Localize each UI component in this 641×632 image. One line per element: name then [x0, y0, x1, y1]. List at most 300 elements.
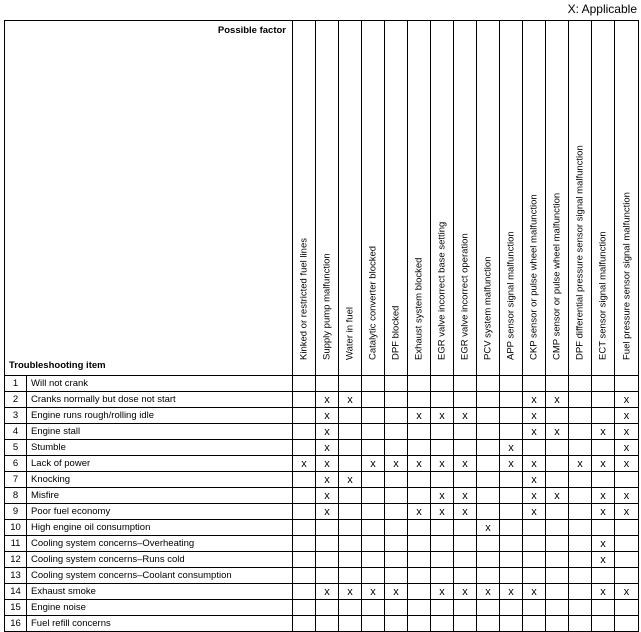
troubleshooting-item: Engine noise [27, 600, 293, 616]
applicable-mark [431, 616, 454, 632]
table-row [5, 376, 639, 392]
applicable-mark [546, 584, 569, 600]
applicable-mark [431, 520, 454, 536]
applicable-mark [316, 600, 339, 616]
applicable-mark: x [477, 520, 500, 536]
applicable-mark [293, 616, 316, 632]
applicable-mark [500, 408, 523, 424]
applicable-mark: x [385, 584, 408, 600]
applicable-mark [385, 616, 408, 632]
applicable-mark: x [316, 584, 339, 600]
factor-label: Fuel pressure sensor signal malfunction [621, 192, 632, 360]
applicable-mark: x [431, 584, 454, 600]
factor-header [523, 21, 546, 376]
applicable-mark [408, 552, 431, 568]
applicable-mark [431, 440, 454, 456]
applicable-mark: x [477, 584, 500, 600]
table-row [5, 504, 639, 520]
applicable-mark [569, 440, 592, 456]
applicable-mark [339, 440, 362, 456]
applicable-mark [500, 536, 523, 552]
applicable-mark: x [316, 408, 339, 424]
applicable-mark: x [500, 440, 523, 456]
table-row [5, 392, 639, 408]
applicable-mark [385, 392, 408, 408]
applicable-mark: x [339, 472, 362, 488]
applicable-mark [569, 424, 592, 440]
applicable-mark [408, 472, 431, 488]
row-number: 15 [5, 600, 27, 616]
applicable-mark [477, 504, 500, 520]
applicable-mark [385, 376, 408, 392]
applicable-mark [615, 568, 639, 584]
applicable-mark [385, 552, 408, 568]
applicable-mark [316, 536, 339, 552]
applicable-mark: x [592, 584, 615, 600]
factor-label: Water in fuel [344, 307, 356, 360]
applicable-mark [316, 616, 339, 632]
applicable-mark [477, 600, 500, 616]
applicable-mark [592, 520, 615, 536]
applicable-mark [454, 424, 477, 440]
table-row [5, 472, 639, 488]
applicable-mark: x [431, 456, 454, 472]
applicable-mark [293, 584, 316, 600]
applicable-mark [408, 536, 431, 552]
applicable-mark [431, 472, 454, 488]
applicable-mark: x [293, 456, 316, 472]
applicable-mark [454, 392, 477, 408]
applicable-mark [385, 488, 408, 504]
applicable-mark [615, 376, 639, 392]
applicable-mark [431, 392, 454, 408]
table-row [5, 616, 639, 632]
applicable-mark [569, 408, 592, 424]
applicable-mark [500, 488, 523, 504]
row-number: 6 [5, 456, 27, 472]
applicable-mark: x [316, 392, 339, 408]
applicable-mark: x [523, 392, 546, 408]
applicable-mark: x [431, 504, 454, 520]
applicable-mark [615, 520, 639, 536]
factor-header [362, 21, 385, 376]
applicable-mark: x [316, 456, 339, 472]
applicable-mark [546, 568, 569, 584]
applicable-mark [569, 472, 592, 488]
applicable-mark: x [523, 408, 546, 424]
applicable-mark [385, 472, 408, 488]
applicable-mark: x [592, 504, 615, 520]
factor-header [454, 21, 477, 376]
applicable-mark: x [408, 504, 431, 520]
applicable-mark [339, 504, 362, 520]
applicable-mark [477, 424, 500, 440]
troubleshooting-item: Poor fuel economy [27, 504, 293, 520]
applicable-mark [293, 568, 316, 584]
applicable-mark [477, 392, 500, 408]
applicable-mark [362, 552, 385, 568]
applicable-mark [500, 376, 523, 392]
applicable-mark [592, 392, 615, 408]
troubleshooting-table [4, 20, 639, 632]
applicable-mark [362, 392, 385, 408]
applicable-mark: x [523, 456, 546, 472]
troubleshooting-item: Stumble [27, 440, 293, 456]
applicable-mark: x [500, 456, 523, 472]
applicable-mark [569, 600, 592, 616]
row-number: 4 [5, 424, 27, 440]
applicable-mark: x [454, 456, 477, 472]
row-number: 8 [5, 488, 27, 504]
applicable-mark [592, 440, 615, 456]
applicable-mark [408, 376, 431, 392]
troubleshooting-item: Cooling system concerns–Coolant consumption [27, 568, 293, 584]
applicable-mark [362, 472, 385, 488]
applicable-mark: x [431, 488, 454, 504]
troubleshooting-item: Cranks normally but dose not start [27, 392, 293, 408]
possible-factor-label: Possible factor [217, 25, 286, 36]
applicable-mark [569, 376, 592, 392]
factor-label: ECT sensor signal malfunction [597, 231, 609, 360]
table-row [5, 440, 639, 456]
troubleshooting-item: Lack of power [27, 456, 293, 472]
applicable-mark: x [500, 584, 523, 600]
factor-label: PCV system malfunction [482, 256, 494, 360]
row-number: 12 [5, 552, 27, 568]
applicable-mark [523, 568, 546, 584]
applicable-mark: x [546, 392, 569, 408]
applicable-mark [339, 552, 362, 568]
applicable-mark [293, 440, 316, 456]
applicable-mark [408, 392, 431, 408]
factor-header [569, 21, 592, 376]
applicable-mark [477, 376, 500, 392]
applicable-mark [477, 472, 500, 488]
row-number: 2 [5, 392, 27, 408]
applicable-mark [500, 616, 523, 632]
applicable-mark [431, 376, 454, 392]
applicable-mark: x [592, 536, 615, 552]
applicable-mark [293, 392, 316, 408]
applicable-mark [362, 488, 385, 504]
applicable-mark: x [316, 440, 339, 456]
applicable-mark [293, 520, 316, 536]
applicable-mark [569, 520, 592, 536]
applicable-mark [477, 440, 500, 456]
applicable-mark [615, 536, 639, 552]
applicable-mark [454, 520, 477, 536]
factor-label: Catalytic converter blocked [367, 245, 379, 360]
applicable-mark [316, 568, 339, 584]
applicable-mark: x [569, 456, 592, 472]
troubleshooting-item: Misfire [27, 488, 293, 504]
troubleshooting-item: Engine runs rough/rolling idle [27, 408, 293, 424]
factor-header [615, 21, 639, 376]
table-row [5, 488, 639, 504]
applicable-mark: x [615, 584, 639, 600]
applicable-mark [592, 376, 615, 392]
applicable-mark [546, 376, 569, 392]
applicable-mark [362, 376, 385, 392]
applicable-mark: x [454, 408, 477, 424]
applicable-mark [500, 392, 523, 408]
applicable-mark [546, 472, 569, 488]
factor-header [385, 21, 408, 376]
applicable-mark: x [454, 504, 477, 520]
applicable-mark: x [592, 456, 615, 472]
applicable-mark [569, 392, 592, 408]
applicable-mark [431, 568, 454, 584]
factor-label: Exhaust system blocked [413, 257, 425, 360]
factor-header [408, 21, 431, 376]
applicable-mark [523, 552, 546, 568]
applicable-mark [362, 536, 385, 552]
table-row [5, 536, 639, 552]
troubleshooting-item: Engine stall [27, 424, 293, 440]
applicable-mark [615, 616, 639, 632]
applicable-mark: x [523, 424, 546, 440]
applicable-mark: x [316, 424, 339, 440]
applicable-mark [615, 552, 639, 568]
applicable-mark [592, 568, 615, 584]
header-row [5, 21, 639, 376]
applicable-mark [569, 488, 592, 504]
applicable-mark [316, 376, 339, 392]
applicable-mark [500, 472, 523, 488]
applicable-mark [408, 600, 431, 616]
legend-text: X: Applicable [567, 2, 637, 16]
factor-label: CMP sensor or pulse wheel malfunction [551, 192, 563, 360]
applicable-mark: x [615, 488, 639, 504]
applicable-mark [293, 600, 316, 616]
row-number: 10 [5, 520, 27, 536]
troubleshooting-item: Knocking [27, 472, 293, 488]
factor-header [500, 21, 523, 376]
applicable-mark [523, 520, 546, 536]
factor-header [339, 21, 362, 376]
applicable-mark [546, 456, 569, 472]
applicable-mark [477, 408, 500, 424]
factor-header [546, 21, 569, 376]
applicable-mark [592, 616, 615, 632]
row-number: 9 [5, 504, 27, 520]
applicable-mark: x [523, 504, 546, 520]
applicable-mark [523, 440, 546, 456]
applicable-mark [385, 504, 408, 520]
applicable-mark [431, 536, 454, 552]
applicable-mark [339, 568, 362, 584]
applicable-mark [569, 536, 592, 552]
applicable-mark [454, 552, 477, 568]
applicable-mark [454, 440, 477, 456]
applicable-mark [546, 600, 569, 616]
applicable-mark [569, 504, 592, 520]
applicable-mark [339, 376, 362, 392]
applicable-mark: x [592, 488, 615, 504]
applicable-mark: x [316, 472, 339, 488]
factor-label: APP sensor signal malfunction [505, 231, 517, 360]
applicable-mark [500, 504, 523, 520]
applicable-mark: x [615, 408, 639, 424]
applicable-mark [385, 520, 408, 536]
applicable-mark [362, 408, 385, 424]
applicable-mark: x [592, 424, 615, 440]
applicable-mark: x [546, 424, 569, 440]
applicable-mark: x [615, 440, 639, 456]
applicable-mark [362, 520, 385, 536]
applicable-mark: x [408, 456, 431, 472]
table-row [5, 552, 639, 568]
row-number: 14 [5, 584, 27, 600]
table-row [5, 584, 639, 600]
applicable-mark [454, 568, 477, 584]
factor-label: DPF differential pressure sensor signal malfunction [574, 145, 586, 360]
applicable-mark: x [454, 488, 477, 504]
applicable-mark [293, 424, 316, 440]
factor-label: EGR valve incorrect operation [459, 233, 471, 360]
factor-label: DPF blocked [390, 305, 402, 360]
applicable-mark [569, 568, 592, 584]
applicable-mark [385, 536, 408, 552]
applicable-mark [339, 600, 362, 616]
applicable-mark: x [546, 488, 569, 504]
applicable-mark [408, 568, 431, 584]
applicable-mark [500, 552, 523, 568]
troubleshooting-item-label: Troubleshooting item [9, 360, 106, 371]
factor-label: Kinked or restricted fuel lines [298, 238, 310, 360]
applicable-mark [546, 536, 569, 552]
applicable-mark [454, 616, 477, 632]
applicable-mark [546, 552, 569, 568]
applicable-mark: x [615, 504, 639, 520]
applicable-mark: x [316, 488, 339, 504]
applicable-mark [454, 376, 477, 392]
applicable-mark: x [615, 424, 639, 440]
table-row [5, 600, 639, 616]
applicable-mark: x [385, 456, 408, 472]
applicable-mark [293, 488, 316, 504]
applicable-mark [615, 472, 639, 488]
applicable-mark [477, 568, 500, 584]
row-number: 5 [5, 440, 27, 456]
applicable-mark [569, 584, 592, 600]
applicable-mark [408, 520, 431, 536]
applicable-mark: x [615, 392, 639, 408]
applicable-mark: x [316, 504, 339, 520]
applicable-mark [569, 552, 592, 568]
troubleshooting-item: Will not crank [27, 376, 293, 392]
troubleshooting-item: Cooling system concerns–Overheating [27, 536, 293, 552]
row-number: 3 [5, 408, 27, 424]
applicable-mark [339, 520, 362, 536]
applicable-mark [592, 408, 615, 424]
row-number: 1 [5, 376, 27, 392]
table-row [5, 456, 639, 472]
applicable-mark [408, 488, 431, 504]
troubleshooting-item: Cooling system concerns–Runs cold [27, 552, 293, 568]
applicable-mark [477, 488, 500, 504]
applicable-mark [477, 552, 500, 568]
factor-header [293, 21, 316, 376]
factor-header [477, 21, 500, 376]
applicable-mark [385, 440, 408, 456]
applicable-mark [293, 504, 316, 520]
table-row [5, 424, 639, 440]
troubleshooting-item: High engine oil consumption [27, 520, 293, 536]
applicable-mark [523, 376, 546, 392]
table-body [5, 376, 639, 632]
applicable-mark [454, 472, 477, 488]
applicable-mark [339, 408, 362, 424]
applicable-mark [431, 424, 454, 440]
applicable-mark [316, 552, 339, 568]
applicable-mark [477, 536, 500, 552]
applicable-mark: x [523, 488, 546, 504]
applicable-mark [339, 456, 362, 472]
applicable-mark [362, 616, 385, 632]
applicable-mark [362, 424, 385, 440]
applicable-mark [408, 424, 431, 440]
applicable-mark: x [615, 456, 639, 472]
applicable-mark: x [523, 472, 546, 488]
applicable-mark [546, 440, 569, 456]
applicable-mark: x [362, 584, 385, 600]
applicable-mark [339, 616, 362, 632]
row-number: 11 [5, 536, 27, 552]
row-number: 13 [5, 568, 27, 584]
applicable-mark [408, 616, 431, 632]
applicable-mark [385, 408, 408, 424]
applicable-mark [592, 600, 615, 616]
applicable-mark [523, 600, 546, 616]
applicable-mark [546, 520, 569, 536]
applicable-mark [431, 600, 454, 616]
applicable-mark [615, 600, 639, 616]
applicable-mark: x [523, 584, 546, 600]
factor-label: CKP sensor or pulse wheel malfunction [528, 194, 540, 360]
applicable-mark [477, 456, 500, 472]
applicable-mark: x [362, 456, 385, 472]
applicable-mark [362, 440, 385, 456]
row-number: 7 [5, 472, 27, 488]
factor-label: EGR valve incorrect base setting [436, 221, 448, 360]
applicable-mark [500, 424, 523, 440]
applicable-mark: x [408, 408, 431, 424]
applicable-mark [569, 616, 592, 632]
troubleshooting-item: Fuel refill concerns [27, 616, 293, 632]
applicable-mark [454, 600, 477, 616]
applicable-mark [523, 616, 546, 632]
applicable-mark [546, 504, 569, 520]
applicable-mark [385, 600, 408, 616]
applicable-mark [523, 536, 546, 552]
applicable-mark [454, 536, 477, 552]
applicable-mark [293, 376, 316, 392]
applicable-mark [339, 488, 362, 504]
applicable-mark [385, 424, 408, 440]
row-number: 16 [5, 616, 27, 632]
corner-header [5, 21, 293, 376]
applicable-mark: x [339, 584, 362, 600]
applicable-mark: x [339, 392, 362, 408]
table-row [5, 520, 639, 536]
applicable-mark [500, 568, 523, 584]
factor-header [316, 21, 339, 376]
applicable-mark [293, 552, 316, 568]
applicable-mark [316, 520, 339, 536]
applicable-mark: x [454, 584, 477, 600]
applicable-mark [408, 584, 431, 600]
